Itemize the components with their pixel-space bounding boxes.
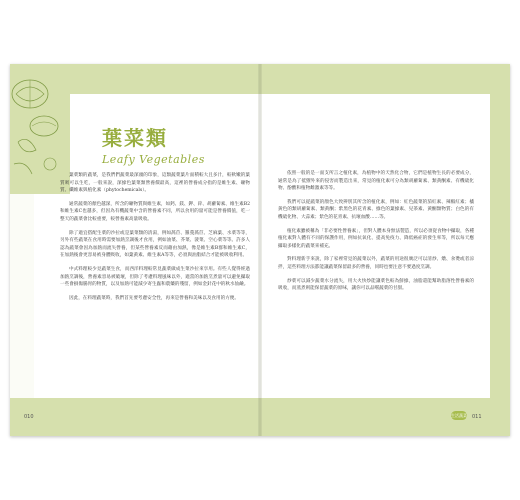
left-paragraph: 因此，在料理蔬菜時，我們首先要考慮安全性，再來是營養和美味以及食用的方便。 [69,295,239,301]
page-number-right: 011 [472,414,482,420]
book-gutter [258,64,262,436]
green-border-right [490,64,510,436]
left-text-column [60,172,250,308]
left-paragraph: 葉菜類的蔬菜，是我們們蔬菜最深頭的印象，這類蔬菜葉片面積較大且多汁，較軟嫩的葉質吸可以生吃，一般來說，深綠色葉菜類營養價最高，這裡的營養成分指的是維生素、礦物質、纖維素與植化素（phytochemicals）。 [60,173,250,194]
left-paragraph: 除了適宜搭配生菜的沙拉或是葉菜類的清湯，例如萵苣、羅蔓萵苣、芝麻葉、水菜等等，另外有些蔬菜在食用時需要加熱烹調後才食用，例如油菜、芥菜、菠菜、空心菜等等。許多人認為蔬菜會因為加熱而流失營養，但某些營養素反而藉由加熱，像是維生素B群和維生素C，在加熱後會更容易被身體吸收，如葉黃素、維生素A等等，必須與油脂結合才能被吸收利用。 [60,230,250,259]
book-spread [10,64,510,436]
right-paragraph: 依照一般的是一面支所言之植化素，為植物中的天然化合物，它們是植物生長的必要成分，通常是為了抵禦外來的侵害而製造出來，常見的植化素可分為類胡蘿蔔素、類黃酮素、有機硫化物、酚酸和植物雌激素等等。 [278,171,474,192]
page-number-left: 010 [24,414,34,420]
right-paragraph: 植化素雖被稱為「非必要性營養素」，但對人體本身無法製造，所以必須從食物中攝取，各種植化素對人體有不同的保護作用，例如抗氧化、提高免疫力、降低癌症的發生率等，所以每天應攝取多樣化的蔬菜來補充。 [278,228,474,249]
chapter-tag: 生活蔬菜 [451,413,467,418]
right-paragraph: 炒菜可以減少蔬菜水分流失，用大火快炒能讓菜色較為鮮綠，油脂還能幫助脂溶性營養素的吸收，而蒸煮則能保留蔬菜的原味，讓你可以品嚐蔬菜的甘甜。 [278,278,474,292]
chapter-title-block [102,122,205,166]
title-chinese: 葉菜類 [102,126,168,150]
right-text-column [278,170,474,299]
left-paragraph: 通常蔬菜的顏色越深，所含的礦物質與維生素，如鈣、鎂、鉀、鋅、胡蘿蔔素、維生素B2和維生素C也越多，但因為有機蔬菜中含的營養素不同，所以食用的量可能是營養價值，吃一整天的蔬菜會比較重要，較營養素高量吸收。 [60,201,250,222]
right-paragraph: 我們可以從蔬菜的顏色大致辨別其所含的植化素，例如：紅色蔬菜的茄紅素、辣椒紅素；橘黃色的類胡蘿蔔素、類黃酮；紫黑色的花青素、綠色的葉綠素、兒茶素、黃酮類物質；白色的有機硫化物、大蒜素；紫色的花青素、抗壞血酸……等。 [278,199,474,220]
title-english: Leafy Vegetables [102,153,205,166]
left-paragraph: 中式料理較少見蔬菜生食，而西洋料理較常見蔬菜做成生菜沙拉來享用。有些人覺得經過加熱烹調後，營養素容易被破壞，但除了考慮料理風味以外，適當的加熱烹煮量可以避免攝取一些會損傷腸胃的物質，以及加熱可能減少寄生蟲和農藥的殘留，例如金針花中的秋水仙鹼。 [60,266,250,288]
right-paragraph: 對料理新手來說，除了家裡常見的蔬菜以外，蔬菜的用途很廣泛可以清炒、燉、汆燙或者涼拌，這些料理方法都能讓蔬菜保留最多的營養，同時也要注意不要過度烹調。 [278,257,474,270]
